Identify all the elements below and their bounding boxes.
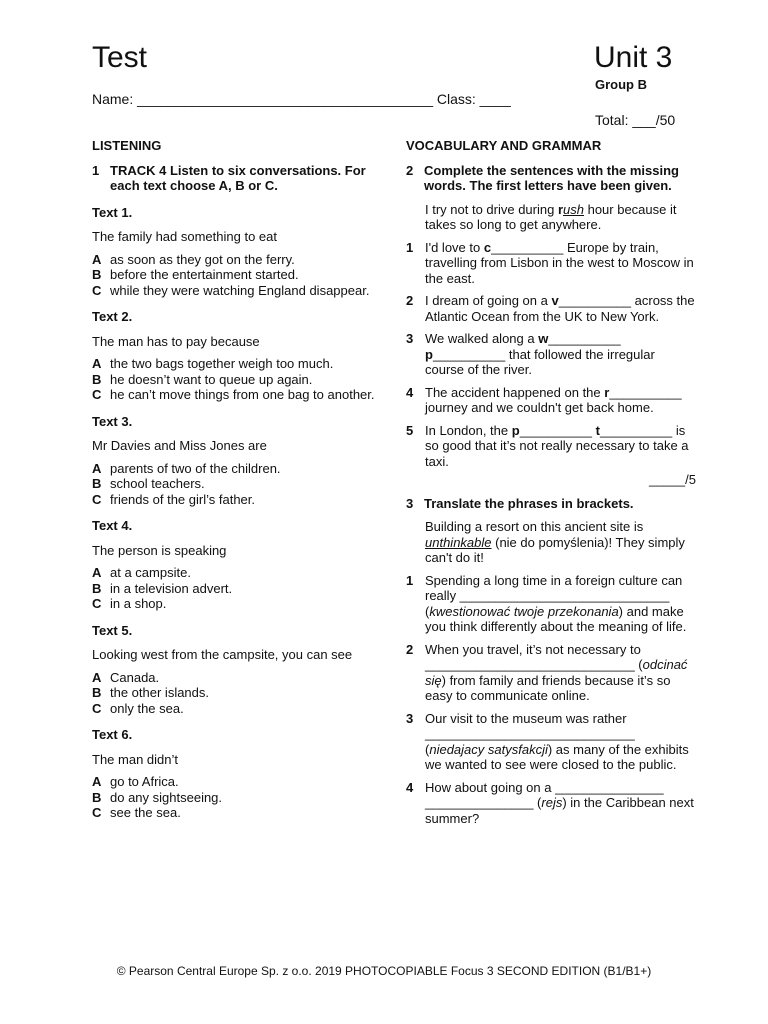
answer-option (92, 372, 392, 388)
option-text: the other islands. (110, 685, 210, 700)
option-letter: C (92, 491, 102, 507)
copyright-footer: © Pearson Central Europe Sp. z o.o. 2019 PHOTOCOPIABLE Focus 3 SECOND EDITION (B1/B1+) (116, 964, 652, 978)
item-number: 1 (406, 239, 414, 255)
option-letter: B (92, 371, 102, 387)
option-text: while they were watching England disappear. (110, 282, 370, 298)
gap-fill-item (406, 240, 696, 287)
phrase-hint: kwestionować twoje przekonania (429, 603, 619, 619)
option-text: in a television advert. (110, 580, 233, 596)
answer-option (92, 267, 392, 283)
gap-fill-item (406, 293, 696, 324)
item-text-part: __________ Europe by train, travelling from Lisbon in the west to Moscow in the east. (425, 239, 694, 286)
answer-option (92, 596, 392, 612)
item-text-part: __________ that followed the irregular course of the river. (425, 346, 655, 377)
item-text-part: __________ journey and we couldn't get back home. (425, 384, 682, 415)
task-instruction (406, 496, 696, 512)
option-letter: A (92, 565, 102, 580)
option-letter: A (92, 460, 102, 476)
total-score-line: Total: ___/50 (595, 112, 676, 128)
item-text (425, 573, 686, 635)
answer-option (92, 283, 392, 299)
first-letter: t (595, 422, 600, 438)
item-number: 2 (406, 641, 414, 657)
task-text: Translate the phrases in brackets. (424, 495, 634, 511)
option-letter: A (92, 669, 102, 685)
answer-option (92, 774, 392, 790)
item-text-part: ) in the Caribbean next summer? (425, 795, 694, 826)
first-letter: p (425, 346, 433, 362)
phrase-hint: odcinać się (425, 657, 688, 688)
item-gap: __________ (548, 331, 621, 346)
option-letter: C (92, 282, 102, 298)
item-number: 3 (406, 331, 414, 346)
item-text-part: We walked along a (425, 331, 539, 346)
option-letter: B (92, 476, 102, 491)
score-box: _____/5 (649, 472, 696, 487)
item-text (425, 780, 694, 826)
item-gap: __________ (519, 422, 596, 438)
option-list (92, 356, 392, 403)
section-heading: LISTENING (92, 138, 162, 153)
text-label: Text 5. (92, 622, 133, 638)
phrase-hint: niedajacy satysfakcji (429, 741, 548, 757)
text-prompt: The person is speaking (92, 542, 227, 558)
listening-section (92, 138, 392, 827)
item-text-part: ) as many of the exhibits we wanted to see were closed to the public. (425, 741, 689, 772)
listening-texts (92, 205, 392, 821)
text-label: Text 2. (92, 309, 133, 324)
option-list (92, 774, 392, 821)
translation-item (406, 642, 696, 704)
item-number: 4 (406, 779, 414, 795)
item-text-part: Spending a long time in a foreign culture can really _____________________________ ( (425, 572, 683, 619)
option-text: the two bags together weigh too much. (110, 356, 334, 371)
item-number: 4 (406, 384, 414, 400)
gap-fill-item (406, 423, 696, 470)
example-sentence: Building a resort on this ancient site is unthinkable (nie do pomyślenia)! They simply can't do it! (425, 519, 685, 565)
option-letter: A (92, 356, 102, 371)
answer-option (92, 252, 392, 268)
text-label: Text 1. (92, 204, 133, 220)
text-prompt: The family had something to eat (92, 229, 277, 244)
item-number: 5 (406, 422, 414, 438)
name-class-line: Name: ______________________________________ Class: ____ (92, 91, 511, 107)
first-letter: p (511, 422, 520, 438)
text-prompt: The man didn’t (92, 751, 178, 767)
option-letter: C (92, 387, 102, 402)
item-text (425, 331, 655, 377)
first-letter: r (604, 384, 610, 400)
option-letter: C (92, 700, 102, 716)
item-text-part: In London, the (425, 422, 512, 438)
first-letter: w (538, 331, 549, 346)
item-text-part: Our visit to the museum was rather _____________________________ ( (425, 710, 635, 757)
option-text: he can’t move things from one bag to another. (110, 387, 375, 402)
item-text (425, 240, 694, 286)
task-number: 1 (92, 162, 100, 178)
task-number: 2 (406, 162, 414, 178)
option-text: as soon as they got on the ferry. (110, 251, 295, 267)
item-text (425, 642, 687, 704)
group-label: Group B (595, 77, 647, 92)
text-prompt: Looking west from the campsite, you can see (92, 647, 353, 662)
vocabulary-section (406, 138, 696, 833)
answer-option (92, 670, 392, 686)
option-text: Canada. (110, 669, 160, 685)
option-list (92, 461, 392, 508)
option-text: friends of the girl’s father. (110, 491, 256, 507)
text-label: Text 4. (92, 518, 133, 533)
unit-title: Unit 3 (594, 41, 673, 74)
answer-option (92, 492, 392, 508)
option-letter: C (92, 596, 102, 611)
item-text-part: When you travel, it’s not necessary to _____________________________ ( (425, 641, 643, 672)
answer-option (92, 461, 392, 477)
option-letter: C (92, 805, 102, 820)
item-text-part: __________ is so good that it’s not really necessary to take a taxi. (425, 422, 689, 469)
text-prompt: The man has to pay because (92, 333, 260, 349)
option-letter: A (92, 251, 102, 267)
answer-option (92, 685, 392, 701)
answer-option (92, 565, 392, 581)
option-text: school teachers. (110, 476, 205, 491)
option-letter: B (92, 789, 102, 805)
option-text: do any sightseeing. (110, 789, 223, 805)
item-text-part: I'd love to (425, 239, 484, 255)
option-text: only the sea. (110, 700, 184, 716)
option-list (92, 670, 392, 717)
option-letter: B (92, 267, 102, 282)
option-letter: A (92, 774, 102, 789)
item-number: 1 (406, 572, 414, 588)
option-text: see the sea. (110, 805, 181, 820)
text-label: Text 3. (92, 413, 133, 429)
answer-option (92, 387, 392, 403)
item-text-part: I dream of going on a (425, 293, 552, 308)
option-text: he doesn’t want to queue up again. (110, 371, 313, 387)
option-text: in a shop. (110, 596, 167, 611)
gap-fill-item (406, 331, 696, 378)
item-text-part: ) from family and friends because it’s so easy to communicate online. (425, 672, 671, 703)
phrase-hint: rejs (541, 795, 563, 810)
task-number: 3 (406, 495, 414, 511)
item-text-part: The accident happened on the (425, 384, 605, 400)
answer-option (92, 701, 392, 717)
item-text-part: ) and make you think differently about the meaning of life. (425, 603, 687, 634)
task-text: TRACK 4 Listen to six conversations. For each text choose A, B or C. (110, 162, 366, 193)
item-text (425, 385, 682, 416)
option-letter: B (92, 580, 102, 596)
option-text: parents of two of the children. (110, 460, 281, 476)
option-letter: B (92, 685, 102, 700)
item-text (425, 711, 689, 773)
answer-option (92, 805, 392, 821)
translation-item (406, 780, 696, 827)
answer-option (92, 581, 392, 597)
first-letter: v (551, 293, 559, 308)
item-text-part: __________ across the Atlantic Ocean from the UK to New York. (425, 293, 695, 324)
item-text-part: How about going on a _______________ _______________ ( (425, 779, 664, 810)
option-list (92, 565, 392, 612)
answer-option (92, 356, 392, 372)
answer-option (92, 476, 392, 492)
translation-item (406, 711, 696, 773)
translation-item (406, 573, 696, 635)
answer-option (92, 790, 392, 806)
translation-items (406, 573, 696, 827)
item-text (425, 293, 695, 324)
text-prompt: Mr Davies and Miss Jones are (92, 438, 267, 453)
task-instruction (406, 163, 696, 194)
option-text: go to Africa. (110, 774, 179, 789)
task-text: Complete the sentences with the missing words. The first letters have been given. (424, 162, 679, 193)
item-number: 3 (406, 710, 414, 726)
section-heading: VOCABULARY AND GRAMMAR (406, 138, 602, 153)
text-label: Text 6. (92, 727, 133, 742)
item-number: 2 (406, 293, 414, 308)
first-letter: c (483, 239, 492, 255)
page-title: Test (92, 41, 148, 74)
option-text: before the entertainment started. (110, 267, 299, 282)
example-sentence: I try not to drive during rush hour because it takes so long to get anywhere. (425, 201, 677, 232)
gap-fill-item (406, 385, 696, 416)
gap-fill-items (406, 240, 696, 470)
option-list (92, 252, 392, 299)
task-instruction (92, 163, 392, 194)
option-text: at a campsite. (110, 565, 191, 580)
item-text (425, 423, 689, 469)
